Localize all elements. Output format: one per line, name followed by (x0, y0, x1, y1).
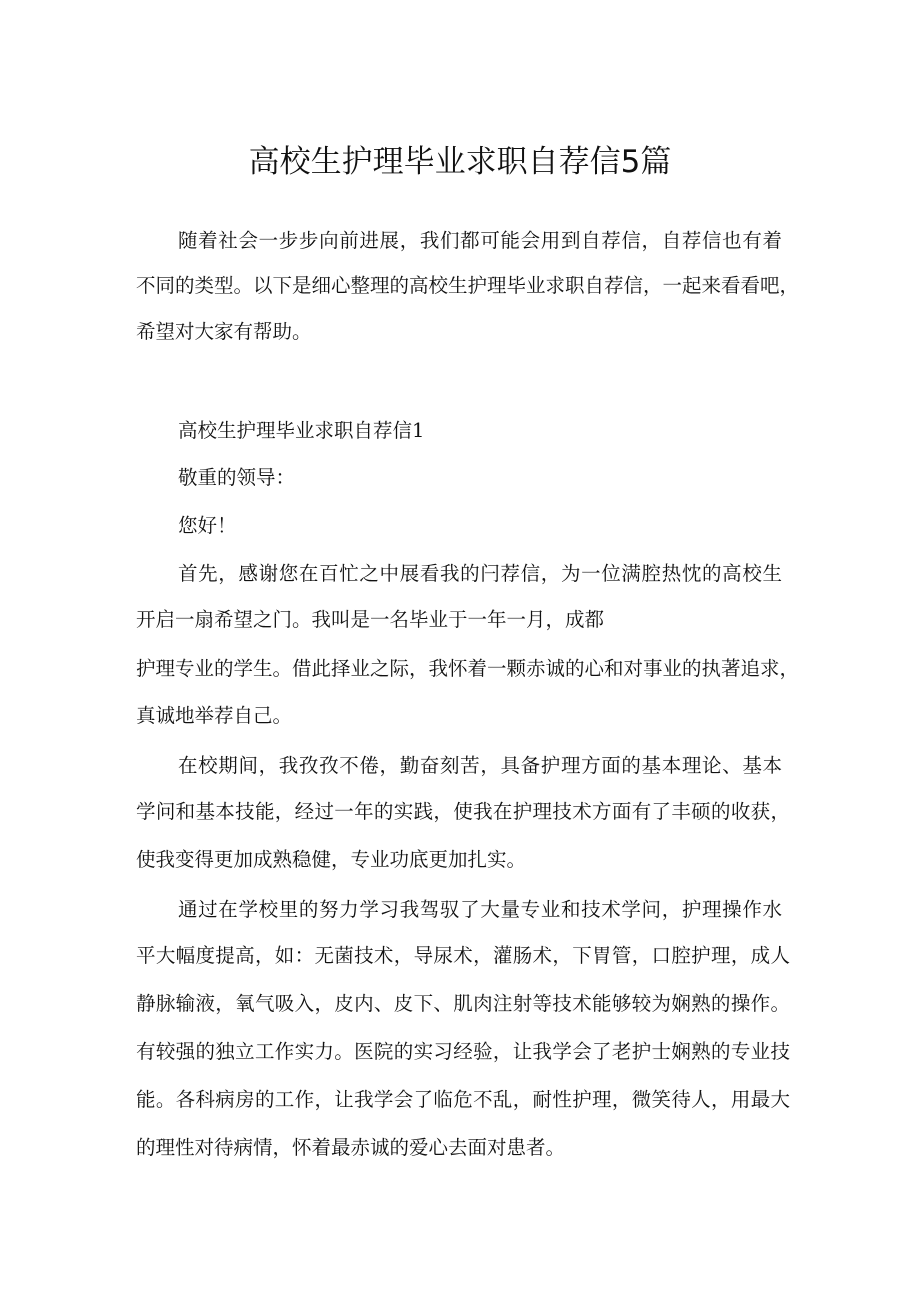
salutation: 敬重的领导： (178, 466, 296, 489)
paragraph-1-line-4: 真诚地举荐自己。 (136, 704, 293, 727)
greeting: 您好！ (178, 514, 237, 537)
intro-line-3: 希望对大家有帮助。 (136, 320, 312, 343)
paragraph-3-line-2: 平大幅度提高，如：无菌技术，导尿术，灌肠术，下胃管，口腔护理，成人 (136, 944, 790, 967)
paragraph-1-line-1: 首先，感谢您在百忙之中展看我的闩荐信，为一位满腔热忱的高校生 (178, 562, 782, 585)
paragraph-3-line-5: 能。各科病房的工作，让我学会了临危不乱，耐性护理，微笑待人，用最大 (136, 1088, 790, 1111)
paragraph-2-line-1: 在校期间，我孜孜不倦，勤奋刻苦，具备护理方面的基本理论、基本 (178, 754, 782, 777)
paragraph-1-line-2: 开启一扇希望之门。我叫是一名毕业于一年一月，成都 (136, 608, 605, 631)
document-title: 高校生护理毕业求职自荐信5篇 (248, 144, 672, 180)
intro-line-2: 不同的类型。以下是细心整理的高校生护理毕业求职自荐信，一起来看看吧， (136, 274, 800, 297)
paragraph-3-line-4: 有较强的独立工作实力。医院的实习经验，让我学会了老护士娴熟的专业技 (136, 1040, 790, 1063)
paragraph-1-line-3: 护理专业的学生。借此择业之际，我怀着一颗赤诚的心和对事业的执著追求， (136, 657, 800, 680)
paragraph-3-line-3: 静脉输液，氧气吸入，皮内、皮下、肌肉注射等技术能够较为娴熟的操作。 (136, 992, 790, 1015)
paragraph-2-line-3: 使我变得更加成熟稳健，专业功底更加扎实。 (136, 848, 527, 871)
letter-heading: 高校生护理毕业求职自荐信1 (178, 419, 425, 442)
paragraph-3-line-1: 通过在学校里的努力学习我驾驭了大量专业和技术学问，护理操作水 (178, 898, 782, 921)
paragraph-3-line-6: 的理性对待病情，怀着最赤诚的爱心去面对患者。 (136, 1136, 566, 1159)
paragraph-2-line-2: 学问和基本技能，经过一年的实践，使我在护理技术方面有了丰硕的收获， (136, 800, 790, 823)
intro-line-1: 随着社会一步步向前进展，我们都可能会用到自荐信，自荐信也有着 (178, 229, 782, 252)
